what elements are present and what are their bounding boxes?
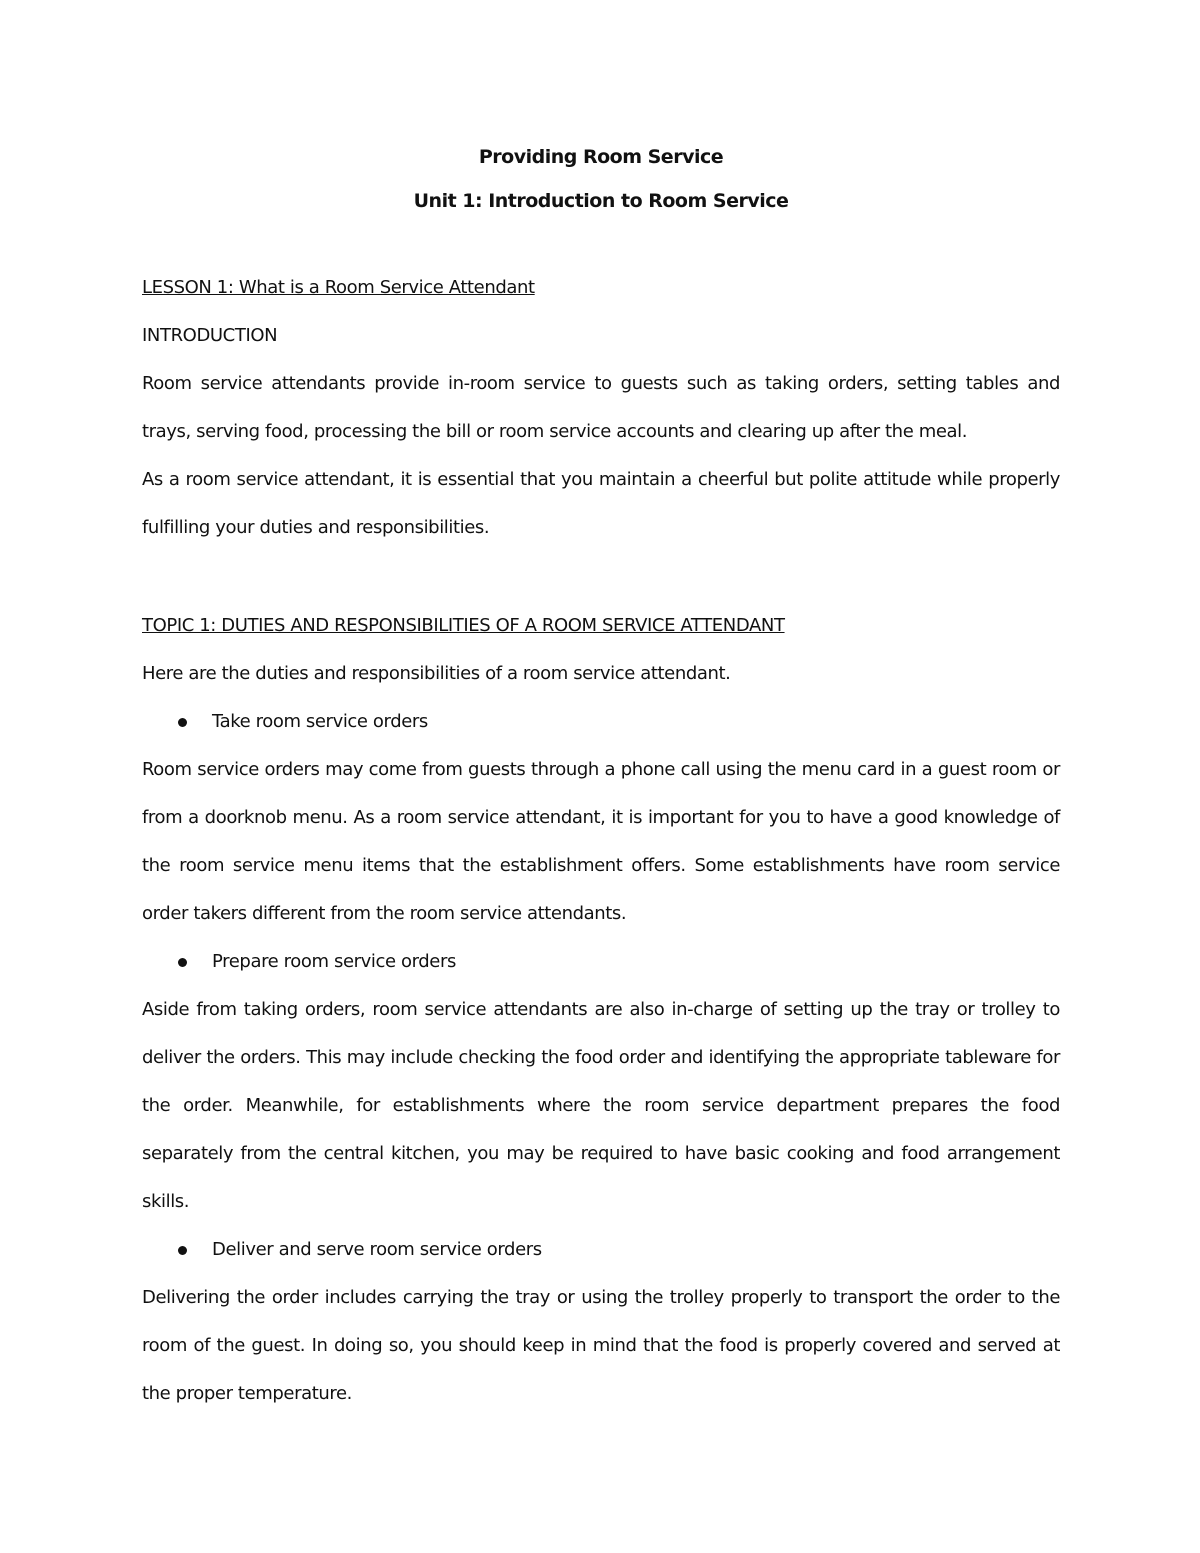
document-content xyxy=(142,140,1060,1418)
duty-paragraph-prepare-orders: Aside from taking orders, room service attendants are also in-charge of setting up the tray or trolley to deliver the orders. This may include checking the food order and identifying the appropriate tableware for the order. Meanwhile, for establishments where the room service department prepares the food separately from the central kitchen, you may be required to have basic cooking and food arrangement skills. xyxy=(142,999,1060,1212)
intro-heading: INTRODUCTION xyxy=(142,325,278,346)
intro-paragraph-2: As a room service attendant, it is essential that you maintain a cheerful but polite attitude while properly fulfilling your duties and responsibilities. xyxy=(142,469,1060,538)
spacer xyxy=(142,218,1060,264)
unit-title: Unit 1: Introduction to Room Service xyxy=(413,190,789,212)
duty-paragraph-deliver-orders: Delivering the order includes carrying the tray or using the trolley properly to transport the order to the room of the guest. In doing so, you should keep in mind that the food is properly covered and served at the proper temperature. xyxy=(142,1287,1060,1404)
lesson-heading: LESSON 1: What is a Room Service Attendant xyxy=(142,277,535,298)
duty-bullet-label: Take room service orders xyxy=(212,711,428,732)
bullet-dot-icon xyxy=(178,958,187,967)
bullet-dot-icon xyxy=(178,1246,187,1255)
duty-bullet-take-orders xyxy=(142,698,1060,746)
topic-intro: Here are the duties and responsibilities of a room service attendant. xyxy=(142,663,731,684)
duty-bullet-label: Prepare room service orders xyxy=(212,951,456,972)
bullet-dot-icon xyxy=(178,718,187,727)
intro-paragraph-1: Room service attendants provide in-room service to guests such as taking orders, setting tables and trays, serving food, processing the bill or room service accounts and clearing up after the meal. xyxy=(142,373,1060,442)
duty-bullet-label: Deliver and serve room service orders xyxy=(212,1239,542,1260)
duty-bullet-deliver-orders xyxy=(142,1226,1060,1274)
topic-heading: TOPIC 1: DUTIES AND RESPONSIBILITIES OF A ROOM SERVICE ATTENDANT xyxy=(142,615,785,636)
document-title: Providing Room Service xyxy=(478,146,724,168)
spacer xyxy=(142,552,1060,602)
duty-bullet-prepare-orders xyxy=(142,938,1060,986)
duty-paragraph-take-orders: Room service orders may come from guests through a phone call using the menu card in a guest room or from a doorknob menu. As a room service attendant, it is important for you to have a good knowledge of the room service menu items that the establishment offers. Some establishments have room service order takers different from the room service attendants. xyxy=(142,759,1060,924)
